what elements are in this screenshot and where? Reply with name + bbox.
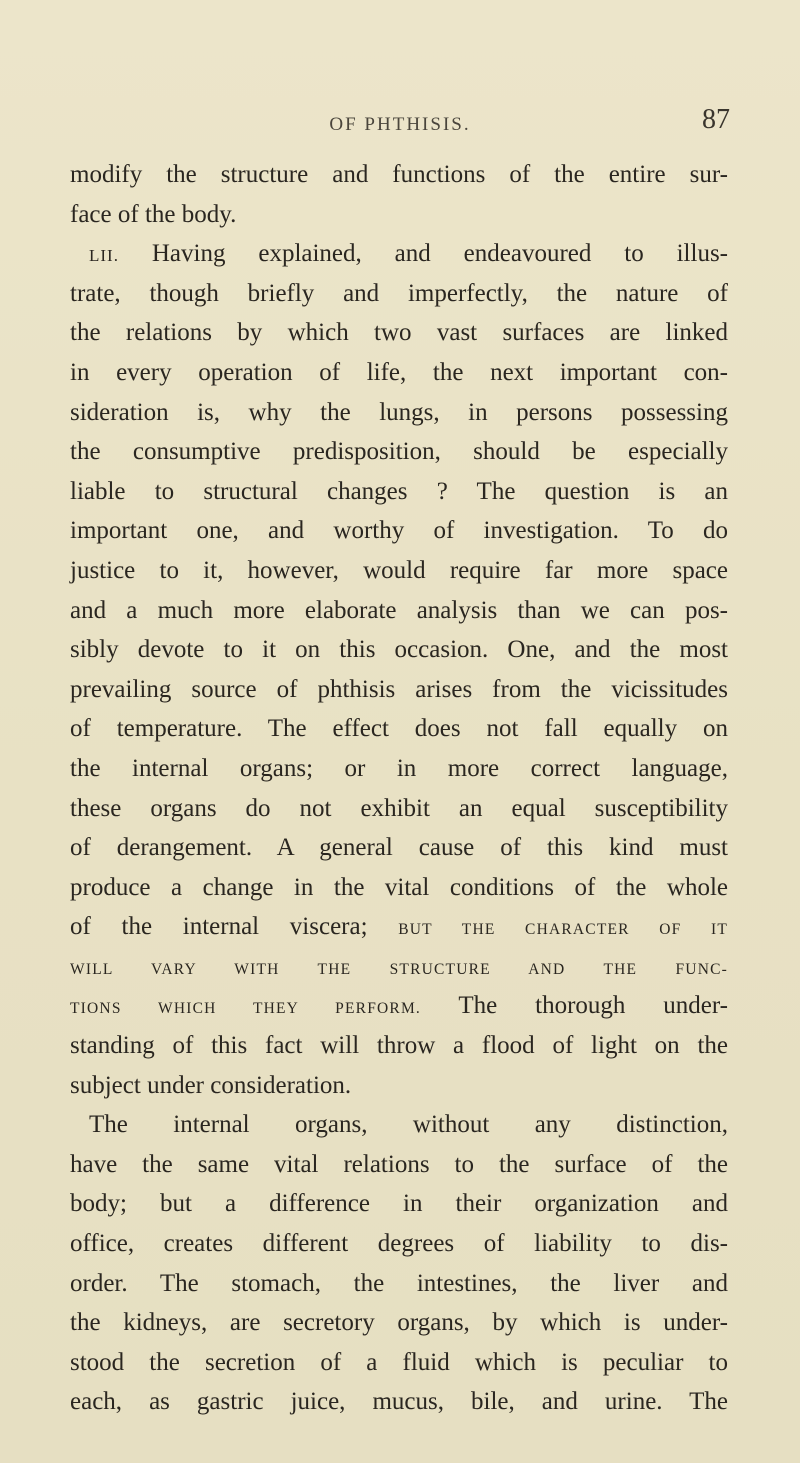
body-text xyxy=(70,155,728,1422)
text-line xyxy=(70,274,728,314)
text-line xyxy=(70,511,728,551)
running-head: OF PHTHISIS. xyxy=(329,114,471,135)
text-line xyxy=(70,1066,728,1106)
section-number: LII. xyxy=(89,246,119,266)
line-text: important one, and worthy of investigation. To do xyxy=(70,517,728,545)
line-text: office, creates different degrees of liability to dis- xyxy=(70,1230,728,1258)
line-text: order. The stomach, the intestines, the liver and xyxy=(70,1269,728,1297)
line-text: standing of this fact will throw a flood of light on the xyxy=(70,1032,728,1060)
line-text: trate, though briefly and imperfectly, the nature of xyxy=(70,279,728,307)
line-text: body; but a difference in their organization and xyxy=(70,1190,728,1218)
text-line xyxy=(70,1224,728,1264)
text-line xyxy=(70,947,728,987)
line-text: the internal organs; or in more correct language, xyxy=(70,754,728,782)
line-text: stood the secretion of a fluid which is peculiar to xyxy=(70,1348,728,1376)
line-text: liable to structural changes ? The question is an xyxy=(70,477,728,505)
text-line xyxy=(70,1264,728,1304)
text-line xyxy=(70,789,728,829)
text-line xyxy=(70,828,728,868)
line-text: sideration is, why the lungs, in persons possessing xyxy=(70,398,728,426)
text-line xyxy=(70,432,728,472)
line-text: each, as gastric juice, mucus, bile, and urine. The xyxy=(70,1388,728,1416)
line-text: and a much more elaborate analysis than we can pos- xyxy=(70,596,728,624)
page-header xyxy=(70,104,730,144)
line-text: of derangement. A general cause of this kind must xyxy=(70,834,728,862)
text-line xyxy=(70,155,728,195)
line-text: these organs do not exhibit an equal susceptibility xyxy=(70,794,728,822)
small-caps-text: WILL VARY WITH THE STRUCTURE AND THE FUNC- xyxy=(70,960,728,978)
text-line xyxy=(70,907,728,947)
line-text: have the same vital relations to the surface of the xyxy=(70,1150,728,1178)
small-caps-text: TIONS WHICH THEY PERFORM. xyxy=(70,1000,422,1018)
line-text: the relations by which two vast surfaces are linked xyxy=(70,319,728,347)
text-line xyxy=(70,1026,728,1066)
line-text: in every operation of life, the next important con- xyxy=(70,358,728,386)
text-line xyxy=(70,1382,728,1422)
text-line xyxy=(70,1105,728,1145)
text-line xyxy=(70,472,728,512)
line-text: prevailing source of phthisis arises from the vicissitudes xyxy=(70,675,728,703)
line-text: produce a change in the vital conditions of the whole xyxy=(70,873,728,901)
line-text: sibly devote to it on this occasion. One, and the most xyxy=(70,636,728,664)
line-text: of the internal viscera; xyxy=(70,913,399,941)
text-line xyxy=(70,986,728,1026)
line-text: subject under consideration. xyxy=(70,1071,352,1099)
page-number: 87 xyxy=(702,104,730,135)
line-text: justice to it, however, would require far more space xyxy=(70,556,728,584)
text-line xyxy=(70,1303,728,1343)
line-text: face of the body. xyxy=(70,200,237,228)
text-line xyxy=(70,551,728,591)
line-text: of temperature. The effect does not fall equally on xyxy=(70,715,728,743)
text-line xyxy=(70,393,728,433)
text-line xyxy=(70,313,728,353)
text-line xyxy=(70,1184,728,1224)
text-line xyxy=(70,709,728,749)
text-line xyxy=(70,670,728,710)
text-line xyxy=(70,1343,728,1383)
text-line xyxy=(70,195,728,235)
text-line xyxy=(70,868,728,908)
line-text: The internal organs, without any distinction, xyxy=(89,1111,728,1139)
text-line xyxy=(70,630,728,670)
text-line xyxy=(70,353,728,393)
text-line xyxy=(70,234,728,274)
line-text: modify the structure and functions of the entire sur- xyxy=(70,161,728,188)
small-caps-text: BUT THE CHARACTER OF IT xyxy=(398,921,728,939)
line-text: The thorough under- xyxy=(421,992,729,1020)
text-line xyxy=(70,591,728,631)
text-line xyxy=(70,1145,728,1185)
text-line xyxy=(70,749,728,789)
line-text: the consumptive predisposition, should be especially xyxy=(70,438,728,466)
line-text: the kidneys, are secretory organs, by which is under- xyxy=(70,1309,728,1337)
line-text: Having explained, and endeavoured to illus- xyxy=(118,240,728,268)
